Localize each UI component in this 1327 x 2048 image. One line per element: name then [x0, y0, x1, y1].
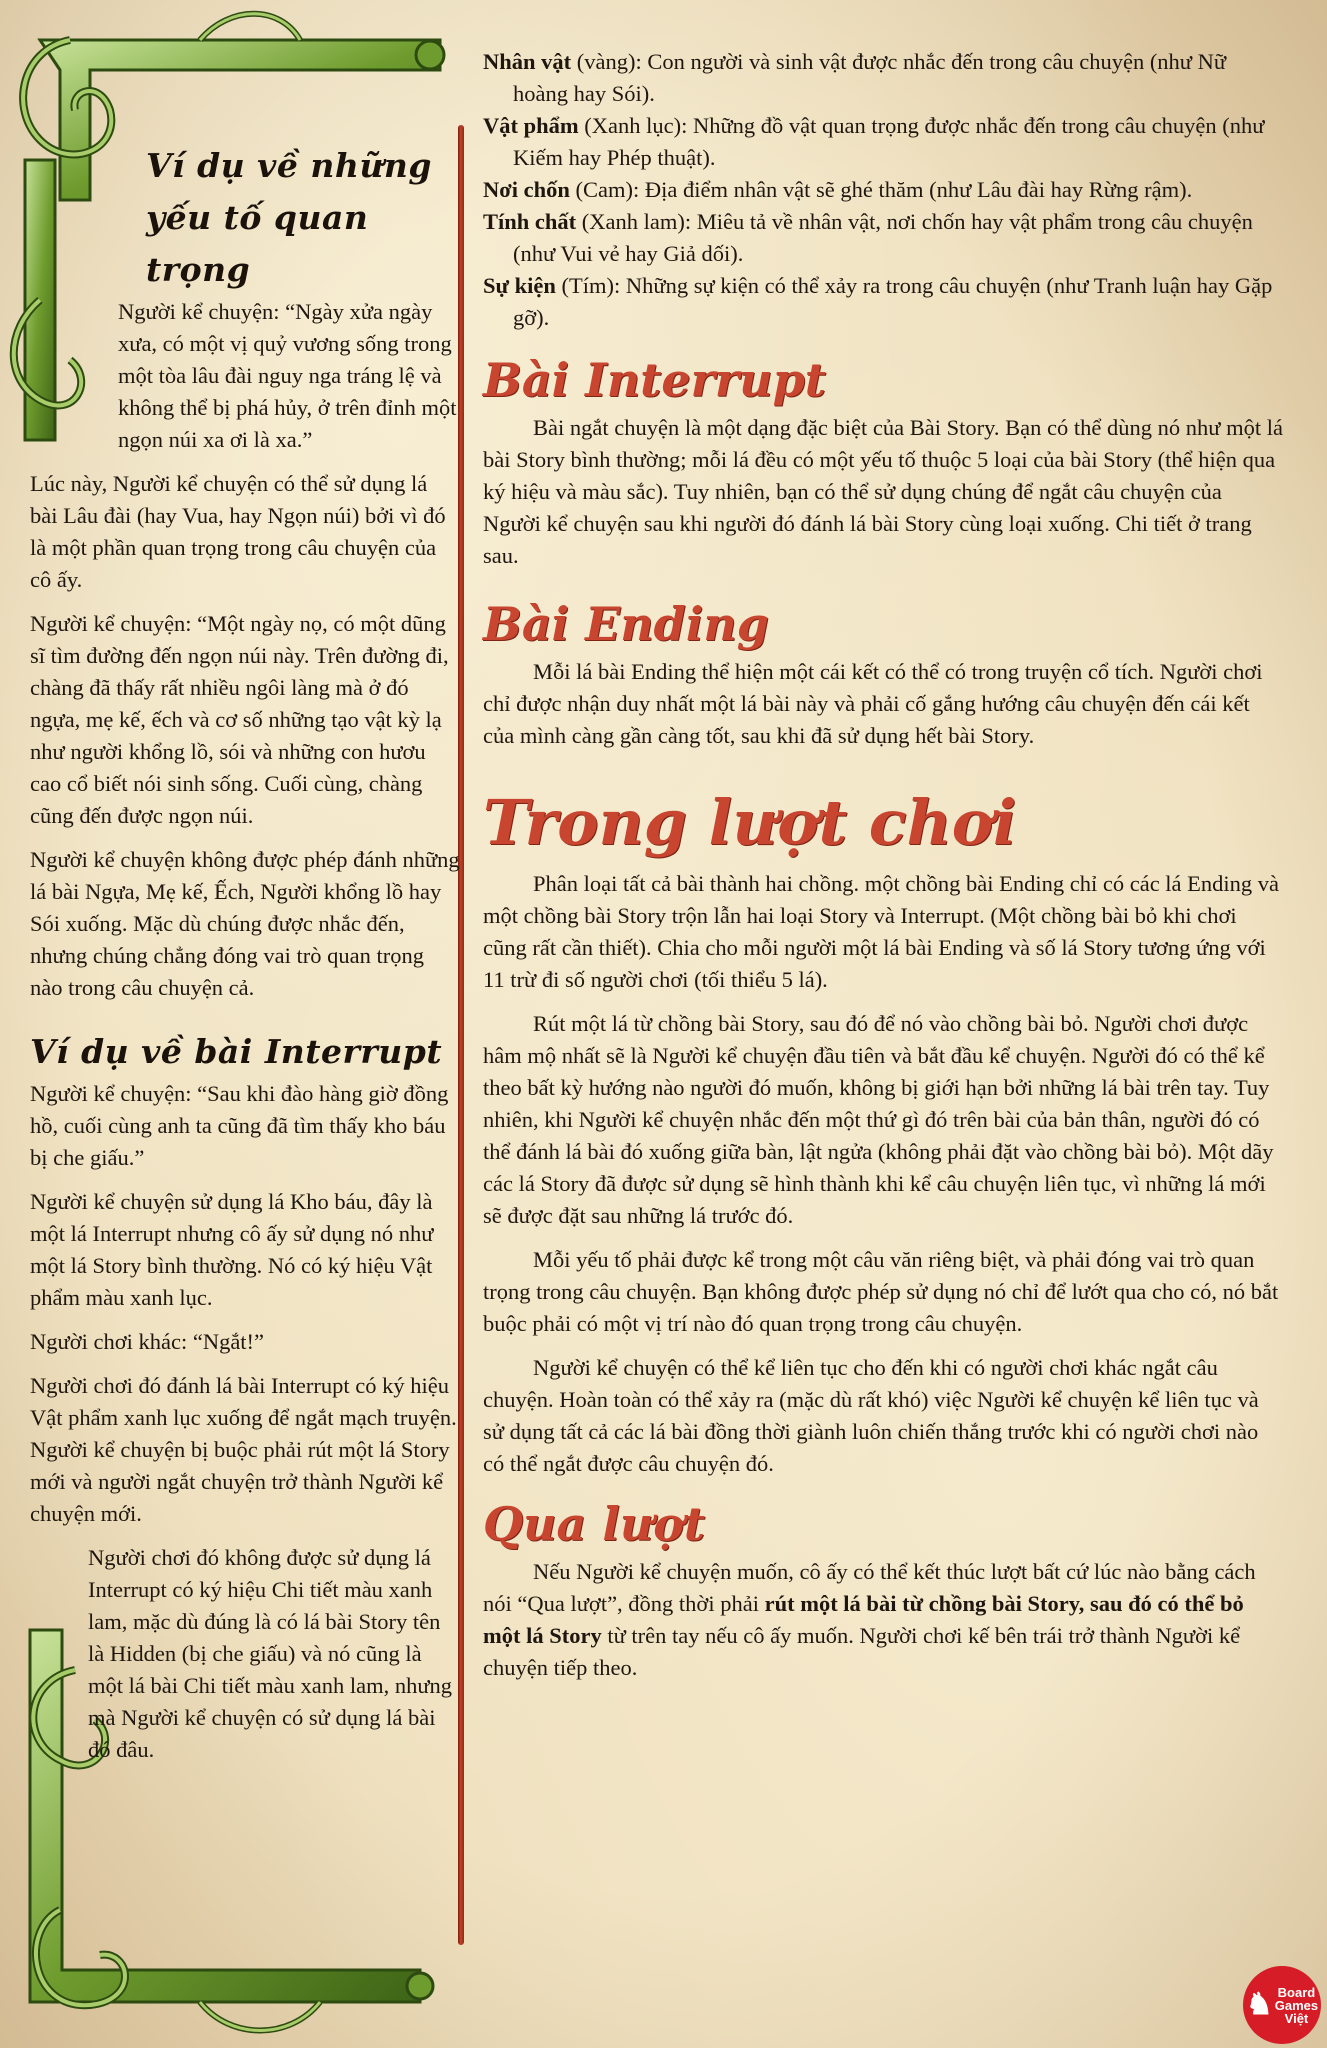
- right-column: [483, 46, 1283, 1684]
- example-paragraph-7: Người chơi đó đánh lá bài Interrupt có ký hiệu Vật phẩm xanh lục xuống để ngắt mạch truyện. Người kể chuyện bị buộc phải rút một lá Story mới và người ngắt chuyện trở thành Người kể chuyện mới.: [30, 1373, 457, 1526]
- turn-section-title: Trong lượt chơi: [483, 786, 1017, 859]
- pass-section-title: Qua lượt: [483, 1497, 706, 1551]
- turn-paragraph-1: Phân loại tất cả bài thành hai chồng. một chồng bài Ending chỉ có các lá Ending và một chồng bài Story trộn lẫn hai loại Story và Interrupt. (Một chồng bài bỏ khi chơi cũng rất cần thiết). Chia cho mỗi người một lá bài Ending và số lá Story tương ứng với 11 trừ đi số người chơi (tối thiểu 5 lá).: [483, 871, 1280, 992]
- example-heading-important: [146, 140, 460, 296]
- example-paragraph-4: Người kể chuyện: “Sau khi đào hàng giờ đồng hồ, cuối cùng anh ta cũng đã tìm thấy kho báu bị che giấu.”: [30, 1081, 449, 1170]
- story-type-event: Sự kiện (Tím): Những sự kiện có thể xảy ra trong câu chuyện (như Tranh luận hay Gặp gỡ).: [483, 273, 1273, 330]
- pass-section-text: Nếu Người kể chuyện muốn, cô ấy có thể kết thúc lượt bất cứ lúc nào bằng cách nói “Qua lượt”, đồng thời phải rút một lá bài từ chồng bài Story, sau đó có thể bỏ một lá Story từ trên tay nếu cô ấy muốn. Người chơi kế bên trái trở thành Người kể chuyện tiếp theo.: [483, 1559, 1256, 1680]
- interrupt-section-text: Bài ngắt chuyện là một dạng đặc biệt của Bài Story. Bạn có thể dùng nó như một lá bài Story bình thường; mỗi lá đều có một yếu tố thuộc 5 loại của bài Story (thể hiện qua ký hiệu và màu sắc). Tuy nhiên, bạn có thể sử dụng chúng để ngắt câu chuyện của Người kể chuyện sau khi người đó đánh lá bài Story cùng loại xuống. Chi tiết ở trang sau.: [483, 415, 1283, 568]
- example-quote-1: Người kể chuyện: “Ngày xửa ngày xưa, có một vị quỷ vương sống trong một tòa lâu đài nguy nga tráng lệ và không thể bị phá hủy, ở trên đỉnh một ngọn núi xa ơi là xa.”: [118, 299, 457, 452]
- story-type-item: Vật phẩm (Xanh lục): Những đồ vật quan trọng được nhắc đến trong câu chuyện (như Kiếm hay Phép thuật).: [483, 113, 1265, 170]
- turn-paragraph-4: Người kể chuyện có thể kể liên tục cho đến khi có người chơi khác ngắt câu chuyện. Hoàn toàn có thể xảy ra (mặc dù rất khó) việc Người kể chuyện kể liên tục và sử dụng tất cả các lá bài đồng thời giành luôn chiến thắng trước khi có người chơi nào có thể ngắt được câu chuyện đó.: [483, 1355, 1259, 1476]
- example-paragraph-6: Người chơi khác: “Ngắt!”: [30, 1329, 265, 1354]
- board-games-viet-logo: [1243, 1966, 1321, 2044]
- story-type-list: [483, 46, 1283, 334]
- story-type-character: Nhân vật (vàng): Con người và sinh vật được nhắc đến trong câu chuyện (như Nữ hoàng hay Sói).: [483, 49, 1227, 106]
- ending-section-title: Bài Ending: [483, 597, 769, 651]
- heading-line-1: Ví dụ về những: [146, 146, 432, 185]
- left-column: [30, 140, 460, 1778]
- ending-section-text: Mỗi lá bài Ending thể hiện một cái kết có thể có trong truyện cổ tích. Người chơi chỉ được nhận duy nhất một lá bài này và phải cố gắng hướng câu chuyện đến cái kết của mình càng gần càng tốt, sau khi đã sử dụng hết bài Story.: [483, 659, 1263, 748]
- interrupt-section-title: Bài Interrupt: [483, 353, 826, 407]
- logo-text: Board Games Việt: [1274, 1984, 1319, 2026]
- logo-glyph-icon: ♞: [1245, 1988, 1273, 2021]
- turn-paragraph-2: Rút một lá từ chồng bài Story, sau đó để nó vào chồng bài bỏ. Người chơi được hâm mộ nhất sẽ là Người kể chuyện đầu tiên và bắt đầu kể chuyện. Người đó có thể kể theo bất kỳ hướng nào người đó muốn, không bị giới hạn bởi những lá bài trên tay. Tuy nhiên, khi Người kể chuyện nhắc đến một thứ gì đó trên bài của bản thân, người đó có thể đánh lá bài đó xuống giữa bàn, lật ngửa (không phải đặt vào chồng bài bỏ). Một dãy các lá Story đã được sử dụng sẽ hình thành khi kể câu chuyện liên tục, vì những lá mới sẽ được đặt sau những lá trước đó.: [483, 1011, 1274, 1228]
- story-type-place: Nơi chốn (Cam): Địa điểm nhân vật sẽ ghé thăm (như Lâu đài hay Rừng rậm).: [483, 177, 1193, 202]
- example-paragraph-5: Người kể chuyện sử dụng lá Kho báu, đây là một lá Interrupt nhưng cô ấy sử dụng nó như một lá Story bình thường. Nó có ký hiệu Vật phẩm màu xanh lục.: [30, 1189, 434, 1310]
- story-type-aspect: Tính chất (Xanh lam): Miêu tả về nhân vật, nơi chốn hay vật phẩm trong câu chuyện (như Vui vẻ hay Giả dối).: [483, 209, 1253, 266]
- example-heading-interrupt: Ví dụ về bài Interrupt: [30, 1032, 443, 1071]
- example-paragraph-3: Người kể chuyện không được phép đánh những lá bài Ngựa, Mẹ kế, Ếch, Người khổng lồ hay Sói xuống. Mặc dù chúng được nhắc đến, nhưng chúng chẳng đóng vai trò quan trọng nào trong câu chuyện cả.: [30, 847, 460, 1000]
- example-paragraph-2: Người kể chuyện: “Một ngày nọ, có một dũng sĩ tìm đường đến ngọn núi này. Trên đường đi, chàng đã thấy rất nhiều ngôi làng mà ở đó ngựa, mẹ kế, ếch và cơ số những tạo vật kỳ lạ như người khổng lồ, sói và những con hươu cao cổ biết nói sinh sống. Cuối cùng, chàng cũng đến được ngọn núi.: [30, 611, 449, 828]
- example-paragraph-1: Lúc này, Người kể chuyện có thể sử dụng lá bài Lâu đài (hay Vua, hay Ngọn núi) bởi vì đó là một phần quan trọng trong câu chuyện của cô ấy.: [30, 471, 446, 592]
- heading-line-2: yếu tố quan trọng: [146, 198, 369, 289]
- example-paragraph-8: Người chơi đó không được sử dụng lá Interrupt có ký hiệu Chi tiết màu xanh lam, mặc dù đúng là có lá bài Story tên là Hidden (bị che giấu) và nó cũng là một lá bài Chi tiết màu xanh lam, nhưng mà Người kể chuyện có sử dụng lá bài đó đâu.: [88, 1545, 453, 1762]
- turn-paragraph-3: Mỗi yếu tố phải được kể trong một câu văn riêng biệt, và phải đóng vai trò quan trọng trong câu chuyện. Bạn không được phép sử dụng nó chỉ để lướt qua cho có, nó bắt buộc phải có một vị trí nào đó quan trọng trong câu chuyện.: [483, 1247, 1279, 1336]
